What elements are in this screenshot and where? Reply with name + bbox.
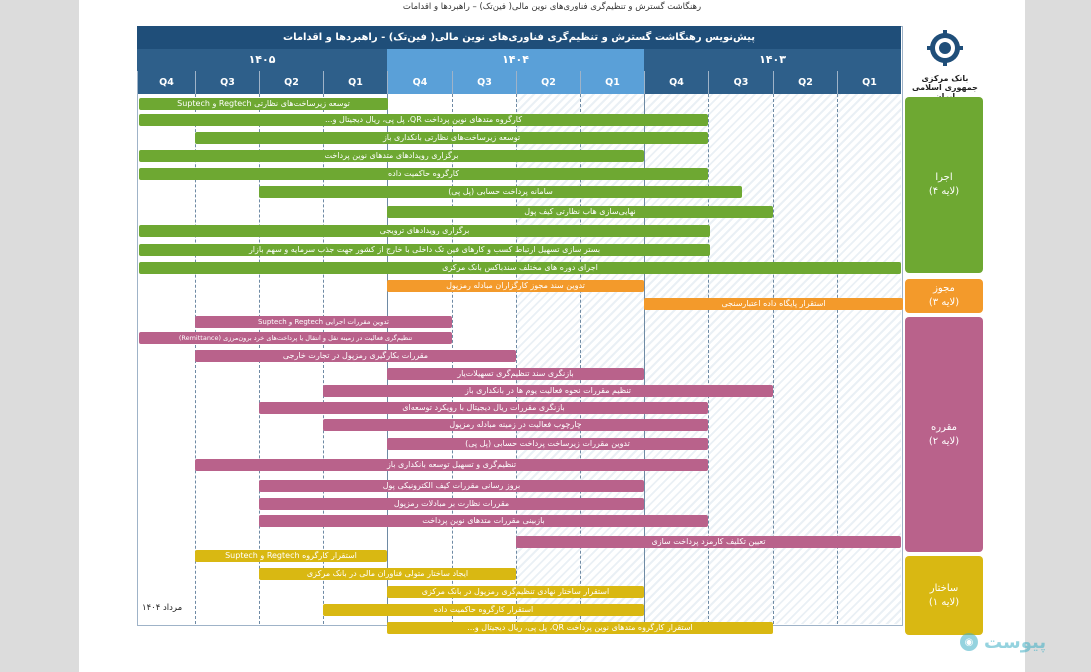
roadmap-bar[interactable]: بازبینی مقررات متدهای نوین پرداخت <box>259 515 708 527</box>
layer-name: مقرره <box>931 421 958 433</box>
roadmap-bar[interactable]: اجرای دوره های مختلف سندباکس بانک مرکزی <box>139 262 901 274</box>
year-header-1404: ۱۴۰۴ <box>387 49 644 71</box>
roadmap-bar[interactable]: بروز رسانی مقررات کیف الکترونیکی پول <box>259 480 644 492</box>
quarter-header: Q4 <box>387 71 452 94</box>
logo-text: بانک مرکزی جمهوری اسلامی <box>912 74 978 92</box>
roadmap-bar[interactable]: کارگروه حاکمیت داده <box>139 168 708 180</box>
layer-name: مجوز <box>933 283 955 294</box>
roadmap-bar[interactable]: تدوین سند مجوز کارگزاران مبادله رمزپول <box>387 280 644 292</box>
year-header-1403: ۱۴۰۳ <box>644 49 901 71</box>
roadmap-bar[interactable]: استقرار کارگروه متدهای نوین پرداخت QR، پل پی، ریال دیجیتال و... <box>387 622 773 634</box>
layer-license <box>905 279 983 313</box>
roadmap-bar[interactable]: چارچوب فعالیت در زمینه مبادله رمزپول <box>323 419 708 431</box>
document-title: رهنگاشت گسترش و تنظیم‌گری فناوری‌های نوین مالی( فین‌تک) – راهبردها و اقدامات <box>402 2 702 12</box>
watermark <box>960 628 1075 656</box>
roadmap-bar[interactable]: بستر سازی تسهیل ارتباط کسب و کارهای فین تک داخلی با خارج از کشور جهت جذب سرمایه و سهم بازار <box>139 244 710 256</box>
layer-number: (لایه ۲) <box>928 435 960 447</box>
roadmap-bar[interactable]: برگزاری رویدادهای ترویجی <box>139 225 710 237</box>
quarter-header: Q2 <box>773 71 837 94</box>
date-note: مرداد ۱۴۰۴ <box>142 603 183 613</box>
roadmap-bar[interactable]: بازنگری سند تنظیم‌گری تسهیلات‌یار <box>387 368 644 380</box>
roadmap-bar[interactable]: تدوین مقررات زیرساخت پرداخت حسابی (پل پی) <box>387 438 708 450</box>
quarter-header: Q3 <box>452 71 516 94</box>
quarter-header: Q1 <box>580 71 644 94</box>
roadmap-bar[interactable]: برگزاری رویدادهای متدهای نوین پرداخت <box>139 150 644 162</box>
roadmap-bar[interactable]: استقرار ساختار نهادی تنظیم‌گری رمزپول در بانک مرکزی <box>387 586 644 598</box>
roadmap-bar[interactable]: سامانه پرداخت حسابی (پل پی) <box>259 186 742 198</box>
roadmap-bar[interactable]: استقرار کارگروه حاکمیت داده <box>323 604 644 616</box>
roadmap-bar[interactable]: توسعه زیرساخت‌های نظارتی بانکداری باز <box>195 132 708 144</box>
layer-number: (لایه ۴) <box>928 186 960 197</box>
watermark-text: پیوست <box>984 631 1047 653</box>
roadmap-bar[interactable]: توسعه زیرساخت‌های نظارتی Regtech و Suptech <box>139 98 388 110</box>
layer-regulation <box>905 317 983 552</box>
quarter-header: Q4 <box>644 71 708 94</box>
layer-name: اجرا <box>935 172 953 183</box>
roadmap-bar[interactable]: کارگروه متدهای نوین پرداخت QR، پل پی، ریال دیجیتال و... <box>139 114 708 126</box>
quarter-header: Q4 <box>137 71 195 94</box>
layer-number: (لایه ۱) <box>928 596 960 608</box>
roadmap-bar[interactable]: مقررات بکارگیری رمزپول در تجارت خارجی <box>195 350 516 362</box>
quarter-header: Q3 <box>195 71 259 94</box>
roadmap-bar[interactable]: بازنگری مقررات ریال دیجیتال با رویکرد توسعه‌ای <box>259 402 708 414</box>
quarter-header: Q2 <box>516 71 580 94</box>
quarter-header: Q1 <box>837 71 901 94</box>
layer-execution <box>905 97 983 273</box>
roadmap-bar[interactable]: تعیین تکلیف کارمزد پرداخت سازی <box>516 536 901 548</box>
watermark-icon: ◉ <box>960 633 978 651</box>
quarter-header: Q2 <box>259 71 323 94</box>
layer-name: ساختار <box>929 582 959 594</box>
roadmap-bar[interactable]: تنظیم مقررات نحوه فعالیت یوم ها در بانکداری باز <box>323 385 773 397</box>
year-header-1405: ۱۴۰۵ <box>137 49 387 71</box>
roadmap-banner: پیش‌نویس رهنگاشت گسترش و تنظیم‌گری فناوری‌های نوین مالی( فین‌تک) - راهبردها و اقدامات <box>137 26 901 49</box>
roadmap-bar[interactable]: تدوین مقررات اجرایی Regtech و Suptech <box>195 316 452 328</box>
roadmap-bar[interactable]: تنظیم‌گری فعالیت در زمینه نقل و انتقال یا پرداخت‌های خرد برون‌مرزی (Remittance) <box>139 332 452 344</box>
layer-number: (لایه ۳) <box>928 297 960 308</box>
quarter-header: Q1 <box>323 71 387 94</box>
roadmap-bar[interactable]: استقرار کارگروه Regtech و Suptech <box>195 550 387 562</box>
layer-structure <box>905 556 983 635</box>
quarter-header: Q3 <box>708 71 773 94</box>
roadmap-bar[interactable]: تنظیم‌گری و تسهیل توسعه بانکداری باز <box>195 459 708 471</box>
roadmap-bar[interactable]: استقرار پایگاه داده اعتبارسنجی <box>644 298 903 310</box>
roadmap-bar[interactable]: ایجاد ساختار متولی فناوران مالی در بانک مرکزی <box>259 568 516 580</box>
roadmap-bar[interactable]: نهایی‌سازی هاب نظارتی کیف پول <box>387 206 773 218</box>
roadmap-bar[interactable]: مقررات نظارت بر مبادلات رمزپول <box>259 498 644 510</box>
